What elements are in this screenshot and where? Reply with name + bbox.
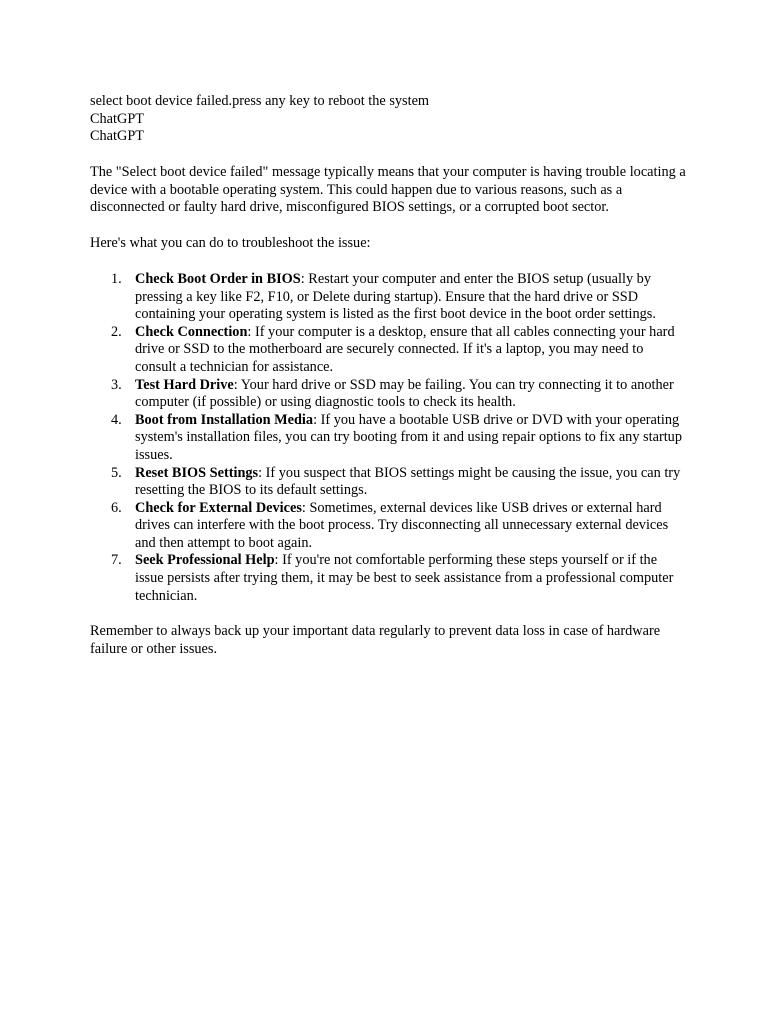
list-item-number: 6. (111, 499, 122, 516)
lead-in-paragraph: Here's what you can do to troubleshoot the issue: (90, 235, 371, 252)
list-item-title: Check Connection (135, 323, 248, 340)
list-item-body: : Sometimes, external devices like USB drives or external hard drives can interfere with the boot process. Try disconnecting all unnecessary external devices and then attempt to boot again. (135, 499, 669, 551)
spacer (90, 253, 688, 271)
closing-paragraph: Remember to always back up your important data regularly to prevent data loss in case of hardware failure or other issues. (90, 623, 661, 658)
list-item-body: : If you suspect that BIOS settings might be causing the issue, you can try resetting the BIOS to its default settings. (135, 464, 681, 499)
list-item-body: : If you're not comfortable performing these steps yourself or if the issue persists after trying them, it may be best to seek assistance from a professional computer technician. (135, 552, 674, 604)
list-item (90, 412, 688, 465)
list-item-title: Check for External Devices (135, 499, 302, 516)
list-item-body: : If your computer is a desktop, ensure that all cables connecting your hard drive or SSD to the motherboard are securely connected. If it's a laptop, you may need to consult a technician for assistance. (135, 323, 675, 375)
list-item-title: Boot from Installation Media (135, 411, 314, 428)
spacer (90, 217, 688, 235)
list-item-body: : If you have a bootable USB drive or DVD with your operating system's installation files, you can try booting from it and using repair options to fix any startup issues. (135, 411, 682, 463)
list-item (90, 465, 688, 500)
list-item (90, 377, 688, 412)
list-item-title: Test Hard Drive (135, 376, 234, 393)
author-line: ChatGPT (90, 128, 145, 145)
list-item-number: 3. (111, 376, 122, 393)
list-item-number: 1. (111, 270, 122, 287)
list-item (90, 552, 688, 605)
author-line: ChatGPT (90, 110, 145, 127)
list-item (90, 500, 688, 553)
list-item-number: 4. (111, 411, 122, 428)
list-item-title: Seek Professional Help (135, 552, 275, 569)
list-item-title: Reset BIOS Settings (135, 464, 259, 481)
list-item (90, 271, 688, 324)
spacer (90, 146, 688, 164)
spacer (90, 605, 688, 623)
list-item-number: 7. (111, 552, 122, 569)
document-header (90, 93, 688, 146)
list-item-title: Check Boot Order in BIOS (135, 270, 301, 287)
list-item-number: 5. (111, 464, 122, 481)
list-item-body: : Your hard drive or SSD may be failing. You can try connecting it to another computer (if possible) or using diagnostic tools to check its health. (135, 376, 674, 411)
troubleshooting-steps-list (90, 271, 688, 605)
query-line: select boot device failed.press any key to reboot the system (90, 93, 430, 109)
list-item (90, 324, 688, 377)
list-item-body: : Restart your computer and enter the BIOS setup (usually by pressing a key like F2, F10, or Delete during startup). Ensure that the hard drive or SSD containing your operating system is listed as the first boot device in the boot order settings. (135, 270, 656, 323)
list-item-number: 2. (111, 323, 122, 340)
intro-paragraph: The "Select boot device failed" message typically means that your computer is having trouble locating a device with a bootable operating system. This could happen due to various reasons, such as a disconnected or faulty hard drive, misconfigured BIOS settings, or a corrupted boot sector. (90, 163, 686, 216)
